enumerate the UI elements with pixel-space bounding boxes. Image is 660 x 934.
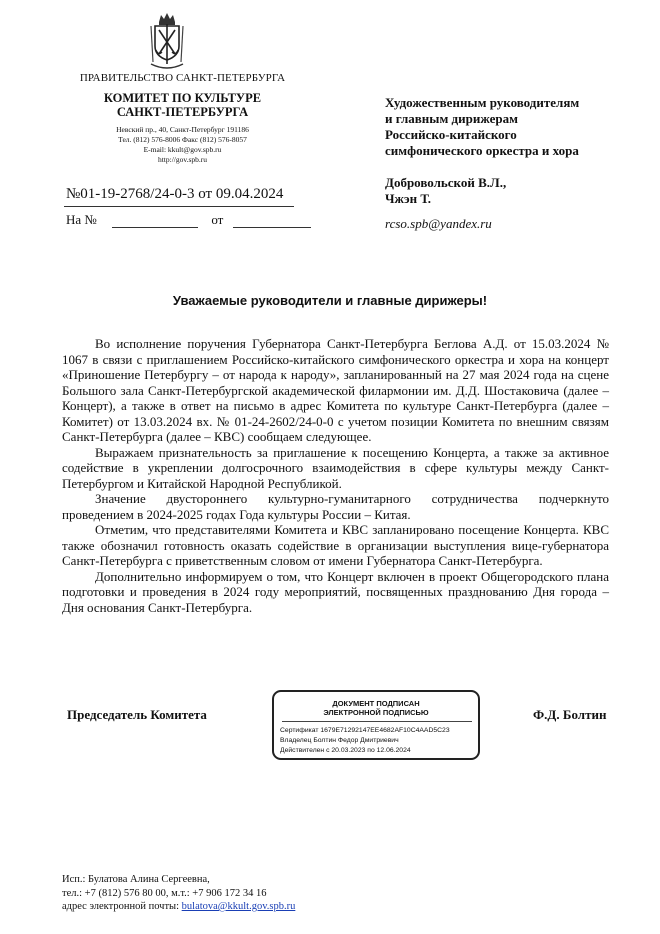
- electronic-signature-stamp: [272, 690, 480, 760]
- recipient-block: [385, 95, 645, 159]
- committee-contacts: [90, 125, 275, 165]
- body-paragraph: Выражаем признательность за приглашение к посещению Концерта, а также за активное содействие в укреплении долгосрочного взаимодействия в сфере культуры между Санкт-Петербургом и Китайской Народной Республикой.: [62, 444, 609, 491]
- reference-line: [66, 212, 311, 228]
- reference-number-blank: [112, 214, 198, 228]
- executor-email-line: [62, 900, 295, 914]
- recipient-line: симфонического оркестра и хора: [385, 143, 579, 158]
- government-title: ПРАВИТЕЛЬСТВО САНКТ-ПЕТЕРБУРГА: [79, 72, 286, 84]
- reference-number-label: На №: [66, 212, 97, 227]
- signatory-name: Ф.Д. Болтин: [533, 707, 607, 722]
- phone-fax-line: Тел. (812) 576-8006 Факс (812) 576-8057: [118, 135, 247, 144]
- recipient-line: Российско-китайского: [385, 127, 517, 142]
- letter-body: [62, 336, 609, 615]
- recipient-name: Добровольской В.Л.,: [385, 175, 507, 190]
- registration-number: №01-19-2768/24-0-3 от 09.04.2024: [66, 186, 284, 202]
- letter-greeting: Уважаемые руководители и главные дирижеры!: [172, 293, 488, 308]
- recipient-email[interactable]: rcso.spb@yandex.ru: [385, 216, 492, 231]
- executor-footer: [62, 873, 295, 914]
- executor-name: Исп.: Булатова Алина Сергеевна,: [62, 874, 210, 885]
- recipient-line: Художественным руководителям: [385, 95, 580, 110]
- recipient-names: [385, 175, 645, 207]
- executor-email-link[interactable]: bulatova@kkult.gov.spb.ru: [181, 901, 296, 912]
- body-paragraph: Значение двустороннего культурно-гуманитарного сотрудничества подчеркнуто проведением в 2024-2025 годах Года культуры России – Китая.: [62, 491, 609, 522]
- executor-email-label: адрес электронной почты:: [62, 901, 182, 912]
- stamp-validity: Действителен с 20.03.2023 по 12.06.2024: [280, 747, 411, 754]
- body-paragraph: Дополнительно информируем о том, что Концерт включен в проект Общегородского плана подготовки и проведения в 2024 году мероприятий, посвященных празднованию Дня города – Дня основания Санкт-Петербурга.: [62, 568, 609, 615]
- committee-name-line1: КОМИТЕТ ПО КУЛЬТУРЕ: [103, 91, 262, 105]
- stamp-heading: [274, 699, 478, 717]
- committee-name-line2: САНКТ-ПЕТЕРБУРГА: [116, 105, 249, 119]
- email-line: E-mail: kkult@gov.spb.ru: [143, 145, 222, 154]
- body-paragraph: Отметим, что представителями Комитета и КВС запланировано посещение Концерта. КВС также обозначил готовность оказать содействие в организации выступления вице-губернатора Санкт-Петербурга с приветственным словом от имени Губернатора Санкт-Петербурга.: [62, 522, 609, 568]
- coat-of-arms-icon: [147, 12, 187, 72]
- stamp-heading-line2: ЭЛЕКТРОННОЙ ПОДПИСЬЮ: [323, 708, 429, 717]
- stamp-heading-line1: ДОКУМЕНТ ПОДПИСАН: [332, 699, 420, 708]
- signatory-title: Председатель Комитета: [67, 707, 207, 722]
- stamp-certificate: Сертификат 1679E71292147EE4682AF10C4AAD5C23: [280, 727, 450, 734]
- registration-divider: [64, 206, 294, 207]
- reference-date-blank: [233, 214, 311, 228]
- recipient-line: и главным дирижерам: [385, 111, 518, 126]
- reference-date-label: от: [211, 212, 224, 227]
- recipient-name: Чжэн Т.: [385, 191, 431, 206]
- website-line: http://gov.spb.ru: [157, 155, 208, 164]
- body-paragraph: Во исполнение поручения Губернатора Санкт-Петербурга Беглова А.Д. от 15.03.2024 № 1067 в связи с приглашением Российско-китайского симфонического оркестра и хора на концерт «Приношение Петербургу – от народа к народу», запланированный на 27 мая 2024 года на сцене Большого зала Санкт-Петербургской академической филармонии им. Д.Д. Шостаковича (далее – Концерт), а также в ответ на письмо в адрес Комитета по культуре Санкт-Петербурга (далее – Комитет) от 13.03.2024 вх. № 01-24-2602/24-0-0 с учетом позиции Комитета по внешним связям Санкт-Петербурга (далее – КВС) сообщаем следующее.: [62, 336, 609, 444]
- executor-phones: тел.: +7 (812) 576 80 00, м.т.: +7 906 172 34 16: [62, 887, 267, 899]
- address-line: Невский пр., 40, Санкт-Петербург 191186: [116, 125, 249, 134]
- stamp-divider: [282, 721, 472, 722]
- committee-name: [90, 91, 275, 119]
- stamp-owner: Владелец Болтин Федор Дмитриевич: [280, 737, 399, 744]
